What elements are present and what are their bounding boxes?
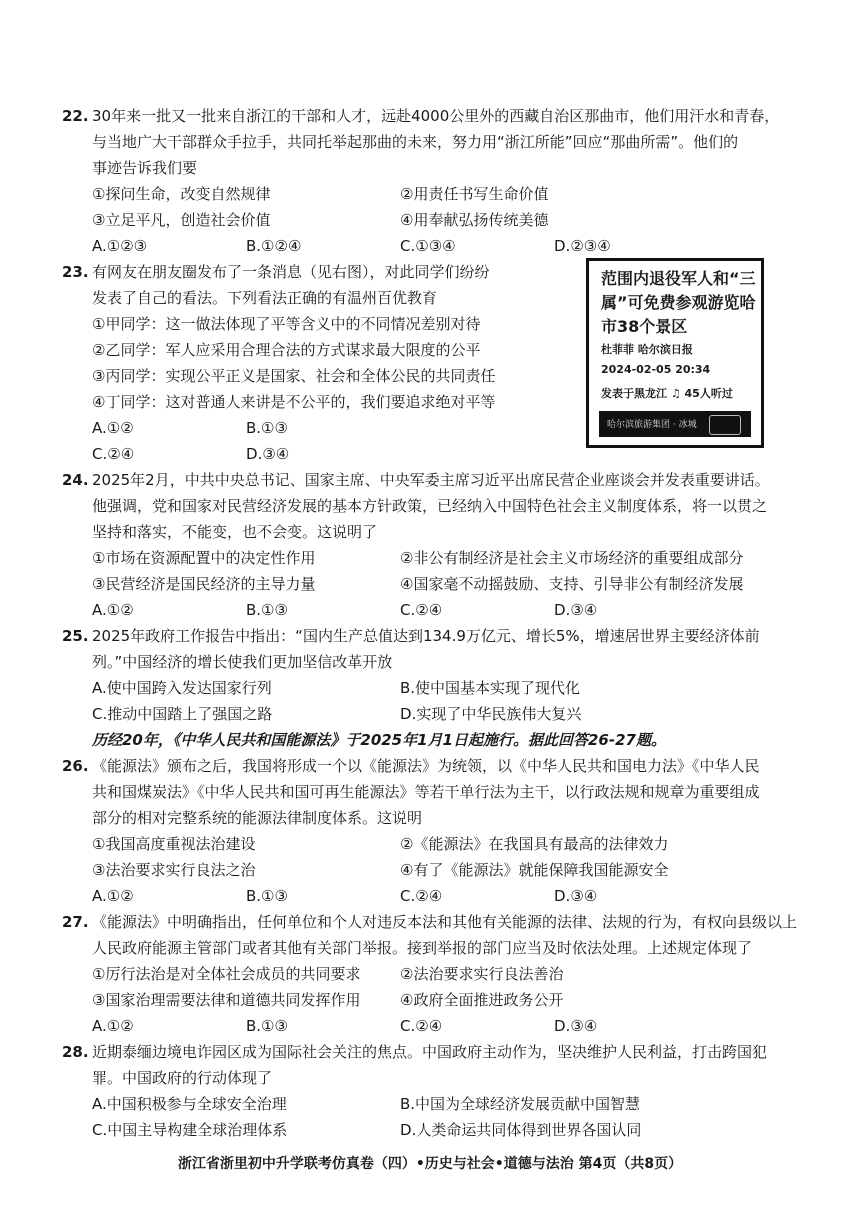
option-d: D.③④ [554, 887, 598, 905]
logo-icon [709, 415, 741, 435]
statement-4: ④丁同学：这对普通人来讲是不公平的，我们要追求绝对平等 [92, 393, 496, 411]
news-screenshot [586, 258, 764, 448]
question-22-line: 30年来一批又一批来自浙江的干部和人才，远赴4000公里外的西藏自治区那曲市，他们用汗水和青春， [92, 107, 780, 125]
option-c: C.②④ [400, 601, 443, 619]
question-23-number: 23. [62, 263, 89, 281]
news-timestamp: 2024-02-05 20:34 [601, 363, 711, 376]
option-c: C.推动中国踏上了强国之路 [92, 705, 273, 723]
statement-1: ①市场在资源配置中的决定性作用 [92, 549, 316, 567]
question-23-line: 发表了自己的看法。下列看法正确的有温州百优教育 [92, 289, 438, 307]
option-b: B.①③ [246, 1017, 288, 1035]
statement-1: ①甲同学：这一做法体现了平等含义中的不同情况差别对待 [92, 315, 481, 333]
option-b: B.①③ [246, 887, 288, 905]
option-b: B.①②④ [246, 237, 302, 255]
statement-4: ④有了《能源法》就能保障我国能源安全 [400, 861, 669, 879]
statement-3: ③民营经济是国民经济的主导力量 [92, 575, 316, 593]
news-source: 杜菲菲 哈尔滨日报 [601, 343, 693, 356]
option-c: C.①③④ [400, 237, 456, 255]
question-24-line: 坚持和落实，不能变，也不会变。这说明了 [92, 523, 378, 541]
statement-2: ②《能源法》在我国具有最高的法律效力 [400, 835, 669, 853]
statement-1: ①探问生命，改变自然规律 [92, 185, 271, 203]
option-a: A.①② [92, 419, 134, 437]
statement-1: ①厉行法治是对全体社会成员的共同要求 [92, 965, 361, 983]
option-d: D.③④ [554, 601, 598, 619]
question-25-line: 2025年政府工作报告中指出：“国内生产总值达到134.9万亿元、增长5%，增速居世界主要经济体前 [92, 627, 760, 645]
option-a: A.①② [92, 601, 134, 619]
question-25-line: 列。”中国经济的增长使我们更加坚信改革开放 [92, 653, 393, 671]
question-28-line: 罪。中国政府的行动体现了 [92, 1069, 273, 1087]
question-26-line: 共和国煤炭法》《中华人民共和国可再生能源法》等若干单行法为主干，以行政法规和规章为重要组成 [92, 783, 760, 801]
news-banner-text: 哈尔滨旅游集团 · 冰城 [607, 420, 697, 430]
question-27-line: 《能源法》中明确指出，任何单位和个人对违反本法和其他有关能源的法律、法规的行为，有权向县级以上 [92, 913, 798, 931]
question-23-line: 有网友在朋友圈发布了一条消息（见右图），对此同学们纷纷 [92, 263, 490, 281]
page-footer: 浙江省浙里初中升学联考仿真卷（四）•历史与社会•道德与法治 第4页（共8页） [177, 1156, 683, 1172]
option-c: C.中国主导构建全球治理体系 [92, 1121, 288, 1139]
option-a: A.中国积极参与全球安全治理 [92, 1095, 287, 1113]
statement-3: ③丙同学：实现公平正义是国家、社会和全体公民的共同责任 [92, 367, 496, 385]
option-a: A.①② [92, 1017, 134, 1035]
option-a: A.①② [92, 887, 134, 905]
statement-4: ④用奉献弘扬传统美德 [400, 211, 549, 229]
question-24-line: 他强调，党和国家对民营经济发展的基本方针政策，已经纳入中国特色社会主义制度体系，将一以贯之 [92, 497, 768, 515]
news-title: 范围内退役军人和“三属”可免费参观游览哈市38个景区 [601, 269, 756, 336]
question-22-line: 与当地广大干部群众手拉手，共同托举起那曲的未来，努力用“浙江所能”回应“那曲所需”。他们的 [92, 133, 739, 151]
option-a: A.使中国跨入发达国家行列 [92, 679, 272, 697]
statement-1: ①我国高度重视法治建设 [92, 835, 256, 853]
statement-3: ③立足平凡，创造社会价值 [92, 211, 271, 229]
option-c: C.②④ [400, 887, 443, 905]
question-25-number: 25. [62, 627, 89, 645]
option-b: B.①③ [246, 419, 288, 437]
reading-intro: 历经20年，《中华人民共和国能源法》于2025年1月1日起施行。据此回答26-27题。 [92, 731, 666, 749]
news-publish-info: 发表于黑龙江 ♫ 45人听过 [601, 387, 733, 400]
option-d: D.实现了中华民族伟大复兴 [400, 705, 582, 723]
statement-3: ③国家治理需要法律和道德共同发挥作用 [92, 991, 361, 1009]
question-26-line: 《能源法》颁布之后，我国将形成一个以《能源法》为统领，以《中华人民共和国电力法》《中华人民 [92, 757, 760, 775]
statement-4: ④政府全面推进政务公开 [400, 991, 564, 1009]
option-b: B.中国为全球经济发展贡献中国智慧 [400, 1095, 641, 1113]
question-27-number: 27. [62, 913, 89, 931]
question-22-number: 22. [62, 107, 89, 125]
question-27-line: 人民政府能源主管部门或者其他有关部门举报。接到举报的部门应当及时依法处理。上述规定体现了 [92, 939, 753, 957]
question-24-number: 24. [62, 471, 89, 489]
option-b: B.使中国基本实现了现代化 [400, 679, 581, 697]
option-a: A.①②③ [92, 237, 148, 255]
statement-2: ②用责任书写生命价值 [400, 185, 549, 203]
question-22-line: 事迹告诉我们要 [92, 159, 198, 177]
statement-2: ②法治要求实行良法善治 [400, 965, 564, 983]
question-26-number: 26. [62, 757, 89, 775]
question-26-line: 部分的相对完整系统的能源法律制度体系。这说明 [92, 809, 423, 827]
option-b: B.①③ [246, 601, 288, 619]
statement-3: ③法治要求实行良法之治 [92, 861, 256, 879]
option-d: D.②③④ [554, 237, 611, 255]
question-28-number: 28. [62, 1043, 89, 1061]
question-24-line: 2025年2月，中共中央总书记、国家主席、中央军委主席习近平出席民营企业座谈会并发表重要讲话。 [92, 471, 770, 489]
option-c: C.②④ [400, 1017, 443, 1035]
statement-2: ②乙同学：军人应采用合理合法的方式谋求最大限度的公平 [92, 341, 481, 359]
statement-2: ②非公有制经济是社会主义市场经济的重要组成部分 [400, 549, 744, 567]
news-banner-image [599, 411, 751, 437]
option-d: D.③④ [554, 1017, 598, 1035]
option-d: D.③④ [246, 445, 290, 463]
option-c: C.②④ [92, 445, 135, 463]
question-28-line: 近期泰缅边境电诈园区成为国际社会关注的焦点。中国政府主动作为，坚决维护人民利益，打击跨国犯 [92, 1043, 768, 1061]
statement-4: ④国家毫不动摇鼓励、支持、引导非公有制经济发展 [400, 575, 744, 593]
option-d: D.人类命运共同体得到世界各国认同 [400, 1121, 642, 1139]
